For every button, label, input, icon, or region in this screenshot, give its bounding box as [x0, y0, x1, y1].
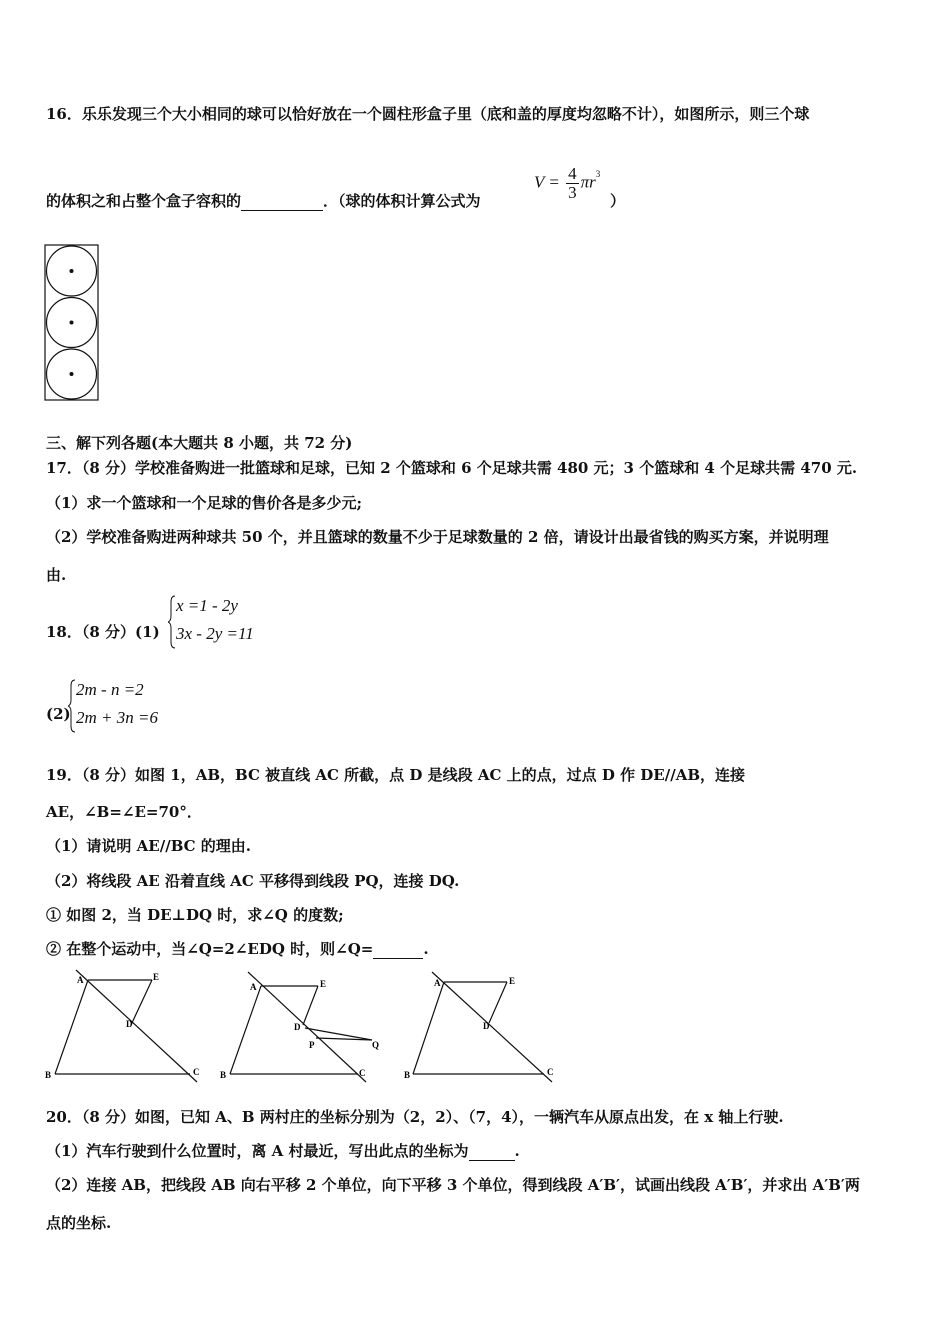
- q17-part1: （1）求一个篮球和一个足球的售价各是多少元;: [46, 494, 362, 512]
- sphere-volume-formula: [534, 165, 600, 202]
- q20-part1-end: .: [514, 1142, 520, 1160]
- q19-case2-pre: ② 在整个运动中，当∠Q=2∠EDQ 时，则∠Q=: [46, 940, 374, 958]
- q19-line1: 19．（8 分）如图 1，AB，BC 被直线 AC 所截，点 D 是线段 AC 上的点，过点 D 作 DE//AB，连接: [46, 766, 746, 784]
- q20-part2-line2: 点的坐标.: [46, 1214, 112, 1232]
- q20-part2-line1: （2）连接 AB，把线段 AB 向右平移 2 个单位，向下平移 3 个单位，得到线段 A′B′，试画出线段 A′B′，并求出 A′B′两: [46, 1176, 860, 1194]
- q20-stem: 20．（8 分）如图，已知 A、B 两村庄的坐标分别为（2，2）、（7，4），一辆汽车从原点出发，在 x 轴上行驶.: [46, 1108, 784, 1126]
- q16-line2-end: ）: [610, 192, 626, 210]
- q16-line2-pre: 的体积之和占整个盒子容积的: [46, 192, 242, 210]
- fig2-label-A: A: [250, 982, 257, 992]
- fig1-label-A: A: [77, 975, 84, 985]
- fig2-label-P: P: [309, 1040, 315, 1050]
- formula-v: V =: [534, 172, 560, 192]
- fig3-segment-DE: [489, 982, 507, 1023]
- fig1-label-E: E: [153, 972, 160, 982]
- fig1-segment-DE: [131, 980, 152, 1025]
- formula-exp: 3: [595, 169, 601, 179]
- fig1-segment-AB: [55, 980, 88, 1074]
- q19-case2-end: .: [423, 940, 429, 958]
- q16-line2: [46, 190, 481, 211]
- fig3-label-D: D: [483, 1021, 490, 1031]
- fig1-label-B: B: [45, 1070, 52, 1080]
- fig2-label-E: E: [320, 979, 327, 989]
- q19-case2: [46, 938, 429, 959]
- q19-part1: （1）请说明 AE//BC 的理由.: [46, 837, 252, 855]
- ball-top-center: [70, 269, 74, 273]
- system1-eq2: 3x - 2y =11: [176, 624, 254, 643]
- q18-system-2: [68, 678, 188, 734]
- q17-part2-line1: （2）学校准备购进两种球共 50 个，并且篮球的数量不少于足球数量的 2 倍，请设计出最省钱的购买方案，并说明理: [46, 528, 829, 546]
- fig2-line-AC: [248, 972, 366, 1082]
- q16-line2-mid: ．（球的体积计算公式为: [323, 192, 481, 210]
- formula-den: 3: [568, 183, 577, 202]
- formula-fraction: [566, 165, 579, 202]
- q17-stem: 17．（8 分）学校准备购进一批篮球和足球，已知 2 个篮球和 6 个足球共需 480 元；3 个篮球和 4 个足球共需 470 元.: [46, 459, 858, 477]
- q18-label2: (2): [46, 705, 71, 723]
- fig3-segment-AB: [413, 982, 444, 1074]
- figure-1: [42, 968, 212, 1086]
- q19-line2: AE，∠B=∠E=70°．: [46, 803, 202, 821]
- system2-eq2: 2m + 3n =6: [76, 708, 158, 727]
- fig2-label-Q: Q: [372, 1040, 380, 1050]
- section3-heading: 三、解下列各题(本大题共 8 小题，共 72 分): [46, 434, 353, 452]
- fig3-label-A: A: [434, 978, 441, 988]
- formula-num: 4: [568, 164, 577, 183]
- q18-system-1: [168, 594, 288, 650]
- q20-part1-pre: （1）汽车行驶到什么位置时，离 A 村最近，写出此点的坐标为: [46, 1142, 469, 1160]
- q18-label: 18．（8 分）(1): [46, 623, 160, 641]
- fig2-segment-DE: [303, 986, 318, 1025]
- q19-answer-blank[interactable]: [373, 940, 423, 959]
- q16-answer-blank[interactable]: [241, 192, 323, 211]
- cylinder-three-balls-figure: [44, 244, 100, 402]
- fig2-label-C: C: [359, 1068, 366, 1078]
- q17-part2-line2: 由.: [46, 566, 67, 584]
- fig2-segment-AB: [230, 986, 261, 1074]
- fig1-label-D: D: [126, 1019, 133, 1029]
- ball-middle-center: [70, 321, 74, 325]
- q19-case1: ① 如图 2，当 DE⊥DQ 时，求∠Q 的度数;: [46, 906, 344, 924]
- q20-answer-blank[interactable]: [469, 1142, 515, 1161]
- q16-line1: 16．乐乐发现三个大小相同的球可以恰好放在一个圆柱形盒子里（底和盖的厚度均忽略不计），如图所示，则三个球: [46, 105, 810, 123]
- figure-2: [216, 968, 391, 1086]
- fig2-label-D: D: [294, 1022, 301, 1032]
- system2-brace: [68, 678, 76, 734]
- q20-part1: [46, 1140, 520, 1161]
- fig2-label-B: B: [220, 1070, 227, 1080]
- fig1-line-AC: [76, 970, 197, 1082]
- formula-tail: πr: [580, 172, 596, 192]
- system2-eq1: 2m - n =2: [76, 680, 144, 699]
- fig1-label-C: C: [193, 1067, 200, 1077]
- fig3-line-AC: [432, 972, 552, 1082]
- system1-eq1: x =1 - 2y: [176, 596, 238, 615]
- system1-brace: [168, 594, 176, 650]
- fig3-label-C: C: [547, 1067, 554, 1077]
- fig3-label-E: E: [509, 976, 516, 986]
- fig3-label-B: B: [404, 1070, 411, 1080]
- ball-bottom-center: [70, 372, 74, 376]
- figure-3: [398, 968, 568, 1086]
- q19-part2: （2）将线段 AE 沿着直线 AC 平移得到线段 PQ，连接 DQ.: [46, 872, 460, 890]
